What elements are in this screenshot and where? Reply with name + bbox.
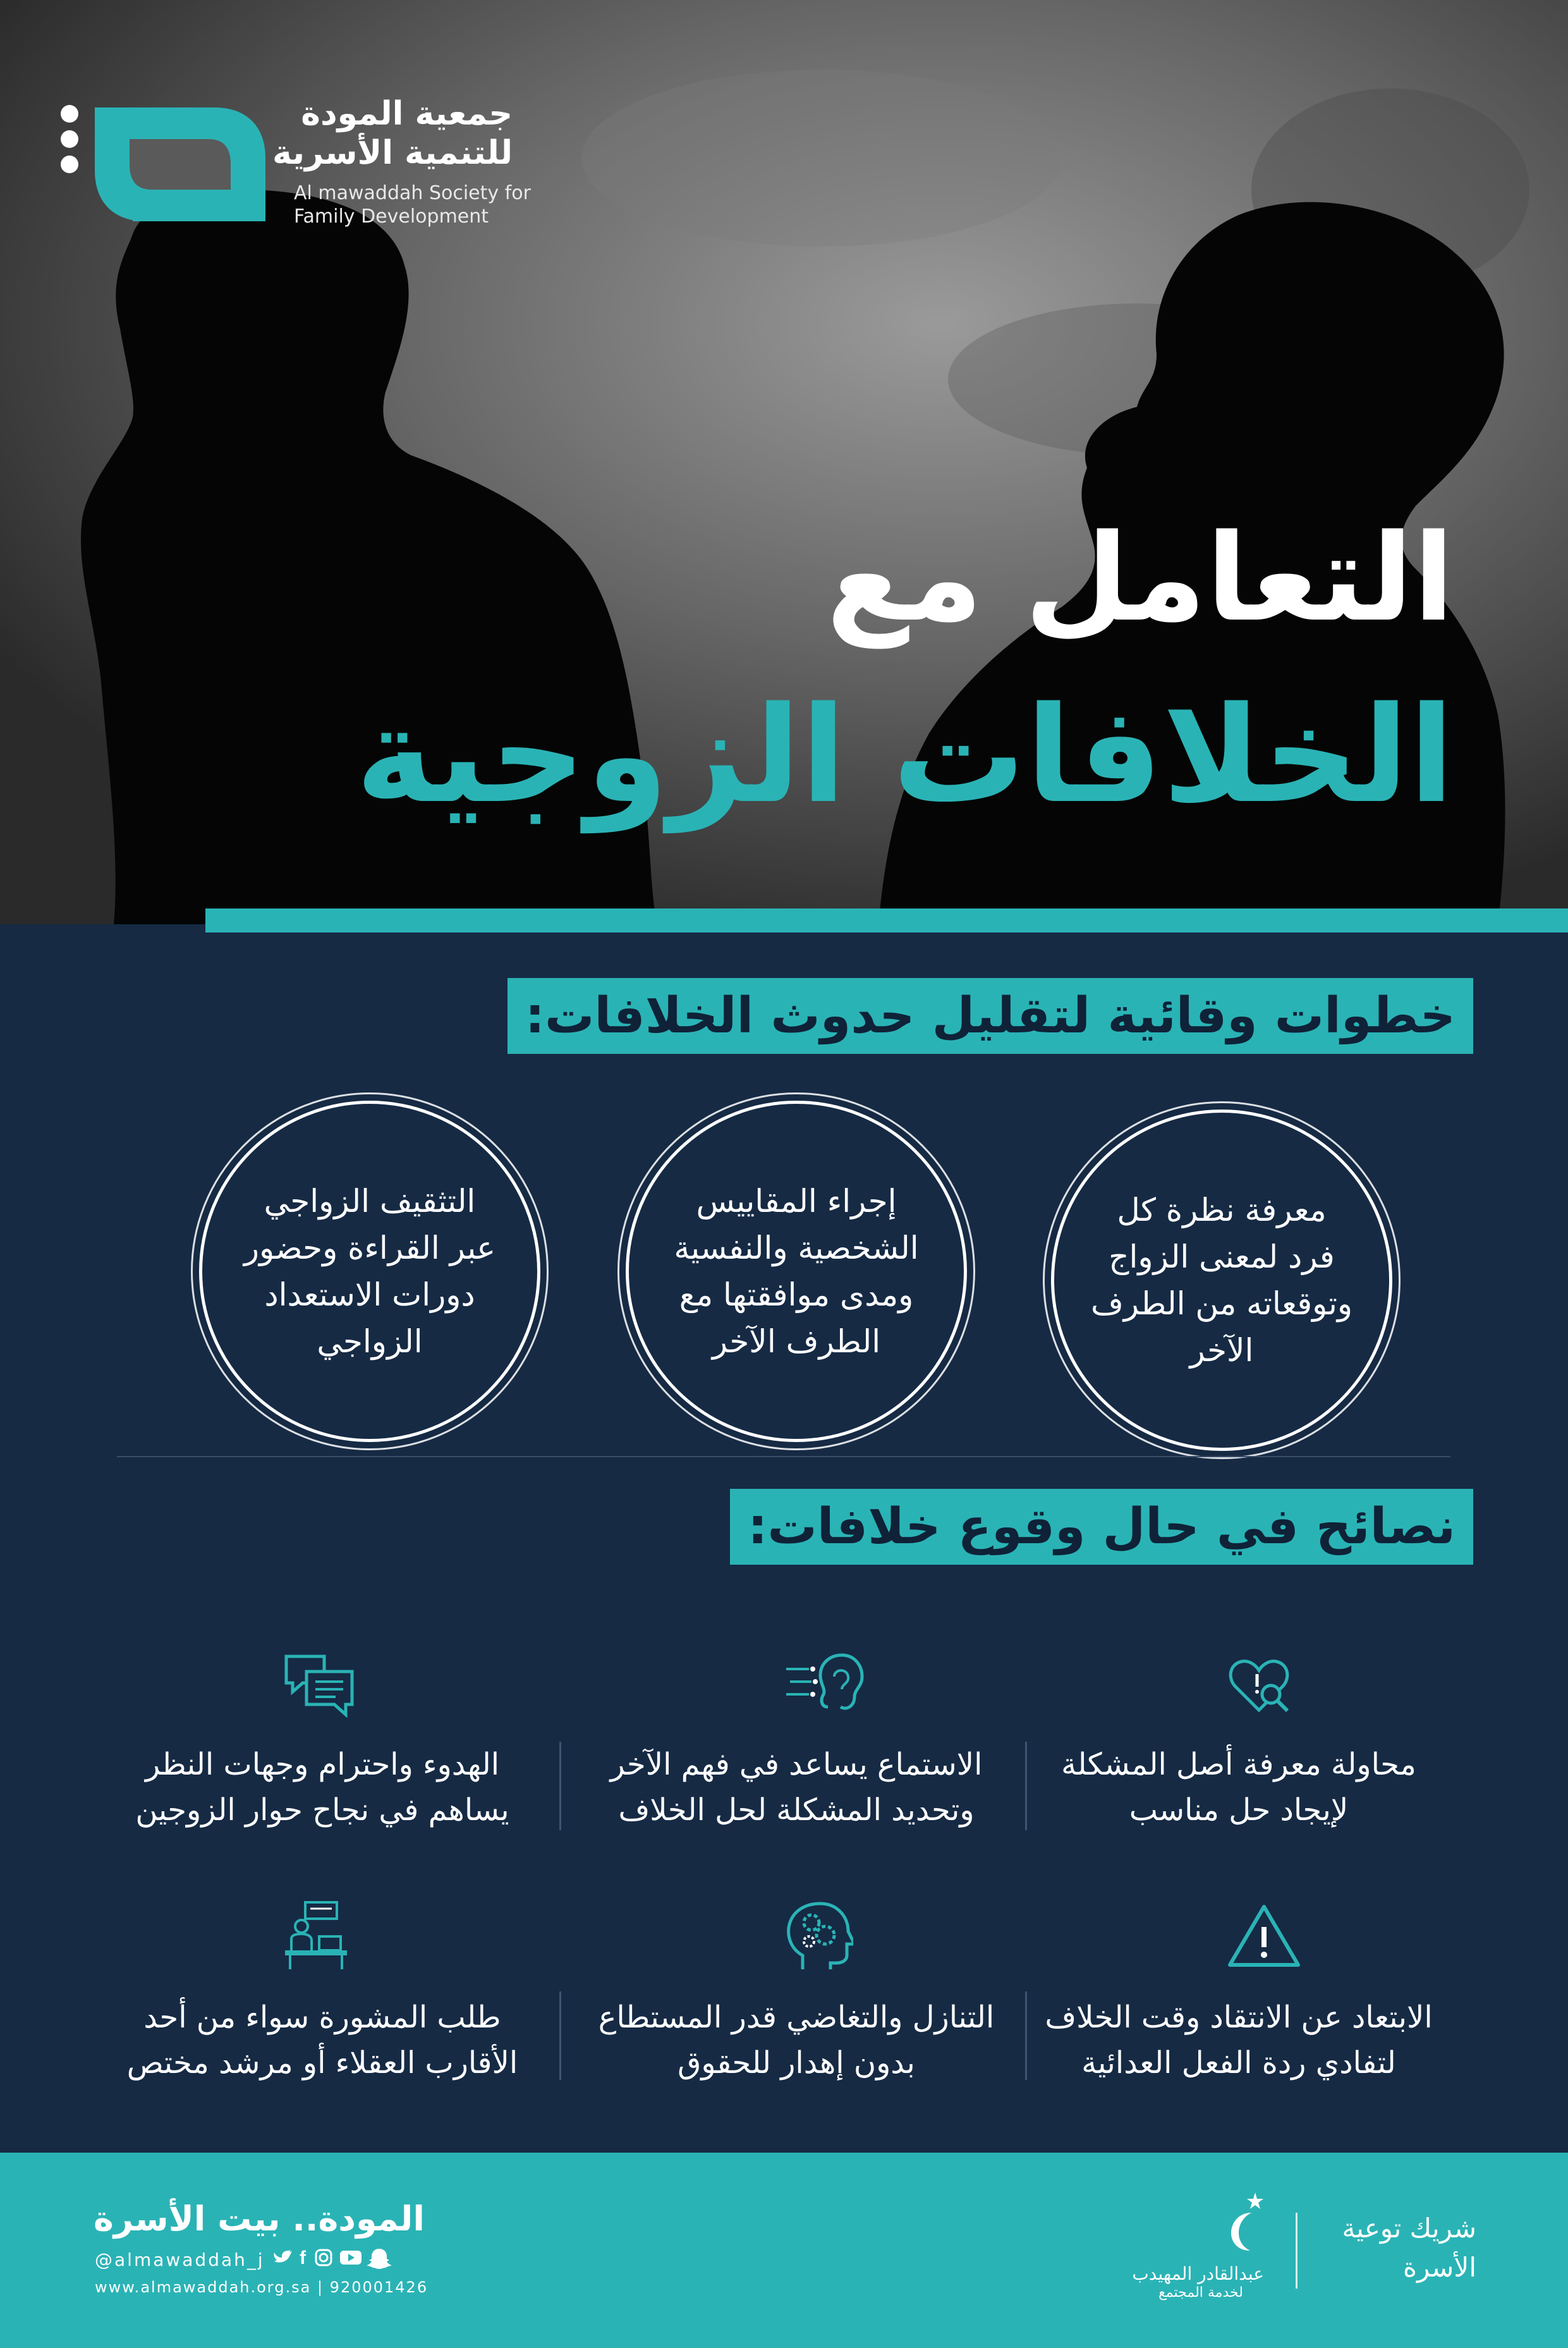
tips-heading: نصائح في حال وقوع خلافات: [730, 1489, 1473, 1565]
tip-text-5 [569, 1995, 1024, 2086]
prevention-text-1: معرفة نظرة كل فرد لمعنى الزواج وتوقعاته من الطرف الآخر [1090, 1192, 1353, 1369]
tip-separator [1025, 1991, 1027, 2080]
tip-1-line1: محاولة معرفة أصل المشكلة [1061, 1747, 1416, 1782]
prevention-text-2: إجراء المقاييس الشخصية والنفسية ومدى موافقتها مع الطرف الآخر [674, 1183, 919, 1360]
social-handle[interactable]: @almawaddah_j [95, 2249, 265, 2270]
tip-text-3 [95, 1742, 550, 1833]
tip-4-line2: لتفادي ردة الفعل العدائية [1081, 2045, 1396, 2081]
prevention-circle-2 [626, 1101, 967, 1442]
instagram-icon [316, 2250, 331, 2265]
hero-accent-bar [205, 908, 1568, 932]
heart-search-icon [1224, 1650, 1294, 1720]
sponsor-moon-logo [1220, 2187, 1270, 2257]
main-title-line2: الخلافات الزوجية [355, 678, 1454, 833]
sponsor-subtitle: لخدمة المجتمع [1158, 2285, 1243, 2301]
chat-bubbles-icon [281, 1651, 357, 1721]
partner-label-line2: الأسرة [1403, 2252, 1476, 2283]
sponsor-name: عبدالقادر المهيدب [1132, 2263, 1264, 2284]
tip-separator [1025, 1742, 1027, 1830]
footer-slogan: المودة.. بيت الأسرة [94, 2199, 425, 2239]
tip-1-line2: لإيجاد حل مناسب [1129, 1792, 1349, 1828]
tip-3-line2: يساهم في نجاح حوار الزوجين [135, 1792, 509, 1828]
listening-ear-icon [784, 1650, 866, 1720]
footer-divider [1296, 2213, 1298, 2289]
main-title-line1: التعامل مع [826, 508, 1454, 648]
partner-label-line1: شريك توعية [1342, 2213, 1476, 2244]
tip-3-line1: الهدوء واحترام وجهات النظر [145, 1747, 500, 1782]
hero-banner [0, 0, 1568, 924]
tip-text-4 [1011, 1995, 1466, 2086]
tip-5-line2: بدون إهدار للحقوق [678, 2045, 915, 2081]
tip-6-line1: طلب المشورة سواء من أحد [143, 2000, 501, 2035]
logo-name-en-line1: Al mawaddah Society for [294, 182, 531, 204]
prevention-heading: خطوات وقائية لتقليل حدوث الخلافات: [507, 978, 1473, 1054]
snapchat-icon [367, 2249, 392, 2269]
tip-separator [559, 1991, 561, 2080]
tip-separator [559, 1742, 561, 1830]
logo-name-ar-line2: للتنمية الأسرية [272, 134, 513, 172]
tip-text-6 [95, 1995, 550, 2086]
logo-name-en-line2: Family Development [294, 205, 489, 228]
prevention-circle-1 [1051, 1110, 1392, 1451]
head-gears-icon [784, 1900, 853, 1972]
mawaddah-logo [57, 95, 265, 234]
tip-6-line2: الأقارب العقلاء أو مرشد مختص [126, 2045, 518, 2081]
tip-text-1 [1011, 1742, 1466, 1833]
tip-text-2 [569, 1742, 1024, 1833]
website-and-phone[interactable]: www.almawaddah.org.sa | 920001426 [95, 2278, 428, 2296]
tip-2-line1: الاستماع يساعد في فهم الآخر [610, 1747, 983, 1782]
counseling-desk-icon [281, 1900, 351, 1972]
social-icons [272, 2245, 417, 2270]
warning-triangle-icon [1226, 1903, 1302, 1969]
prevention-text-3: التثقيف الزواجي عبر القراءة وحضور دورات الاستعداد الزواجي [243, 1183, 496, 1360]
tip-2-line2: وتحديد المشكلة لحل الخلاف [618, 1792, 975, 1828]
tip-4-line1: الابتعاد عن الانتقاد وقت الخلاف [1045, 2000, 1433, 2035]
tip-5-line1: التنازل والتغاضي قدر المستطاع [598, 2000, 995, 2035]
logo-name-ar-line1: جمعية المودة [301, 95, 513, 133]
prevention-circle-3 [199, 1101, 540, 1442]
twitter-icon [274, 2250, 292, 2263]
section-divider [117, 1456, 1450, 1457]
facebook-icon: f [300, 2247, 306, 2268]
